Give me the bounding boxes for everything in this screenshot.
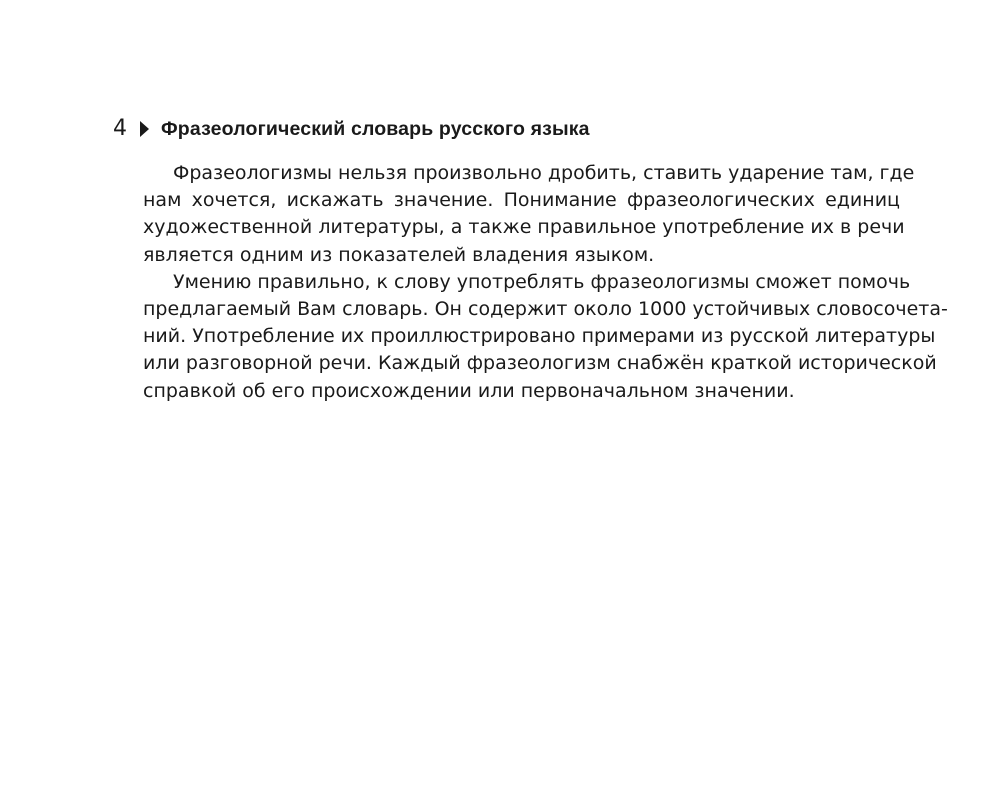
text-line: справкой об его происхождении или первоначальном значении. (143, 379, 795, 402)
text-line: ний. Употребление их проиллюстрировано примерами из русской литературы (143, 325, 936, 348)
paragraph (113, 160, 915, 269)
paragraph (113, 269, 948, 405)
text-line: художественной литературы, а также правильное употребление их в речи (143, 216, 905, 239)
text-line: предлагаемый Вам словарь. Он содержит около 1000 устойчивых словосочета- (143, 298, 948, 321)
text-line: или разговорной речи. Каждый фразеологизм снабжён краткой исторической (143, 352, 937, 375)
text-line: является одним из показателей владения языком. (143, 243, 655, 266)
triangle-right-icon (140, 121, 149, 137)
text-line: нам хочется, искажать значение. Понимание фразеологических единиц (143, 189, 900, 212)
book-title: Фразеологический словарь русского языка (161, 118, 590, 140)
text-line: Фразеологизмы нельзя произвольно дробить, ставить ударение там, где (173, 162, 915, 184)
body-text (113, 160, 948, 405)
text-line: Умению правильно, к слову употреблять фразеологизмы сможет помочь (173, 270, 911, 293)
page-number: 4 (113, 116, 127, 141)
running-header (113, 114, 590, 144)
